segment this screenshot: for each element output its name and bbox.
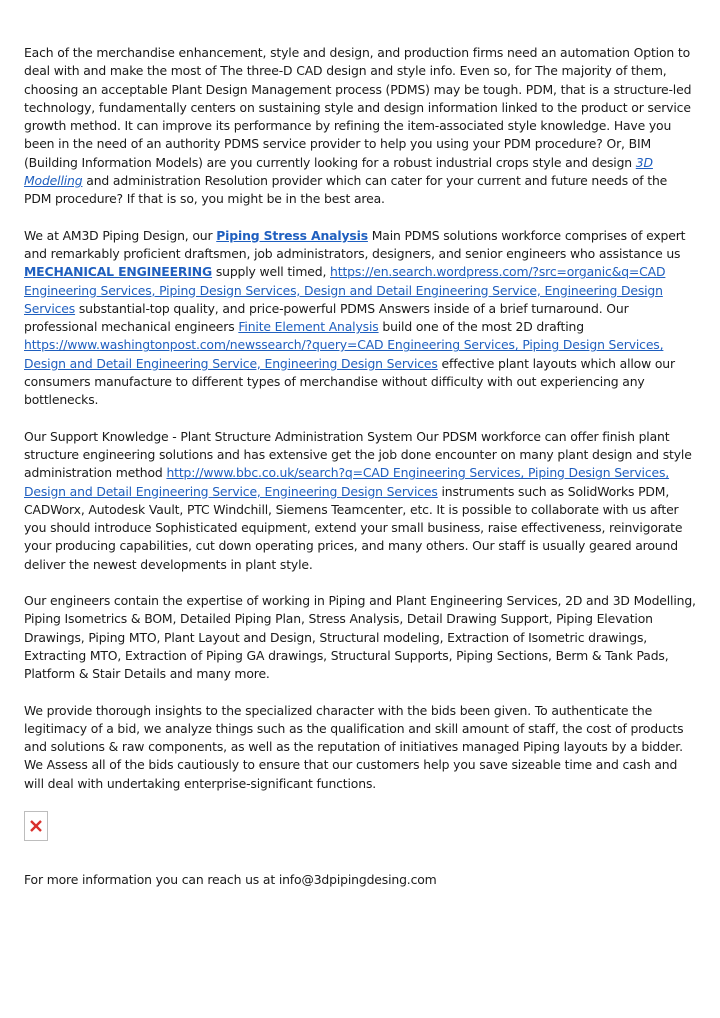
contact-line: For more information you can reach us at info@3dpipingdesing.com [24,871,437,887]
paragraph-team: We at AM3D Piping Design, our Piping Stress Analysis Main PDMS solutions workforce comprises of expert and remarkably proficient draftsmen, job administrators, designers, and senior engineers who assistance us MECHANICAL ENGINEERING supply well timed, https://en.search.wordpress.com/?src=organic&q=CAD Engineering Services, Piping Design Services, Design and Detail Engineering Service, Engineering Design Services substantial-top quality, and price-powerful PDMS Answers inside of a brief turnaround. Our professional mechanical engineers Finite Element Analysis build one of the most 2D drafting https://www.washingtonpost.com/newssearch/?query=CAD Engineering Services, Piping Design Services, Design and Detail Engineering Service, Engineering Design Services effective plant layouts which allow our consumers manufacture to different types of merchandise without difficulty with out experiencing any bottlenecks. [24,227,686,408]
link-3d-modelling[interactable]: 3D Modelling [24,154,653,189]
link-finite-element-analysis[interactable]: Finite Element Analysis [238,319,379,335]
broken-image-icon [24,811,48,841]
close-x-icon [29,819,43,833]
link-mechanical-engineering[interactable]: MECHANICAL ENGINEERING [24,264,213,280]
paragraph-bids: We provide thorough insights to the specialized character with the bids been given. To authenticate the legitimacy of a bid, we analyze things such as the qualification and skill amount of staff, the cost of products and solutions & raw components, as well as the reputation of initiatives managed Piping layouts by a bidder. We Assess all of the bids cautiously to ensure that our customers help you save sizeable time and cash and will deal with undertaking enterprise-significant functions. [24,702,684,791]
link-bbc-search[interactable]: http://www.bbc.co.uk/search?q=CAD Engineering Services, Piping Design Services, Design and Detail Engineering Service, Engineering Design Services [24,465,670,499]
paragraph-intro: Each of the merchandise enhancement, style and design, and production firms need an automation Option to deal with and make the most of The three-D CAD design and style info. Even so, for The majority of them, choosing an acceptable Plant Design Management process (PDMS) may be tough. PDM, that is a structure-led technology, fundamentally centers on sustaining style and design information linked to the product or service growth method. It can improve its performance by refining the item-associated style knowledge. Have you been in the need of an authority PDMS service provider to help you using your PDM procedure? Or, BIM (Building Information Models) are you currently looking for a robust industrial crops style and design 3D Modelling and administration Resolution provider which can cater for your current and future needs of the PDM procedure? If that is so, you might be in the best area. [24,45,692,207]
article-body [24,44,696,907]
paragraph-expertise: Our engineers contain the expertise of working in Piping and Plant Engineering Services, 2D and 3D Modelling, Piping Isometrics & BOM, Detailed Piping Plan, Stress Analysis, Detail Drawing Support, Piping Elevation Drawings, Piping MTO, Plant Layout and Design, Structural modeling, Extraction of Isometric drawings, Extracting MTO, Extraction of Piping GA drawings, Structural Supports, Piping Sections, Berm & Tank Pads, Platform & Stair Details and many more. [24,593,696,682]
link-piping-stress-analysis[interactable]: Piping Stress Analysis [216,227,368,243]
link-washingtonpost-search[interactable]: https://www.washingtonpost.com/newssearch/?query=CAD Engineering Services, Piping Design Services, Design and Detail Engineering Service, Engineering Design Services [24,337,664,371]
link-wordpress-search[interactable]: https://en.search.wordpress.com/?src=organic&q=CAD Engineering Services, Piping Design Services, Design and Detail Engineering Service, Engineering Design Services [24,264,666,316]
paragraph-support: Our Support Knowledge - Plant Structure Administration System Our PDSM workforce can offer finish plant structure engineering solutions and has extensive get the job done encounter on many plant design and style administration method http://www.bbc.co.uk/search?q=CAD Engineering Services, Piping Design Services, Design and Detail Engineering Service, Engineering Design Services instruments such as SolidWorks PDM, CADWorx, Autodesk Vault, PTC Windchill, Siemens Teamcenter, etc. It is possible to collaborate with us after you should introduce Sophisticated equipment, extend your small business, raise effectiveness, reinvigorate your producing capabilities, cut down operating prices, and many others. Our staff is usually geared around deliver the newest developments in plant style. [24,428,692,572]
